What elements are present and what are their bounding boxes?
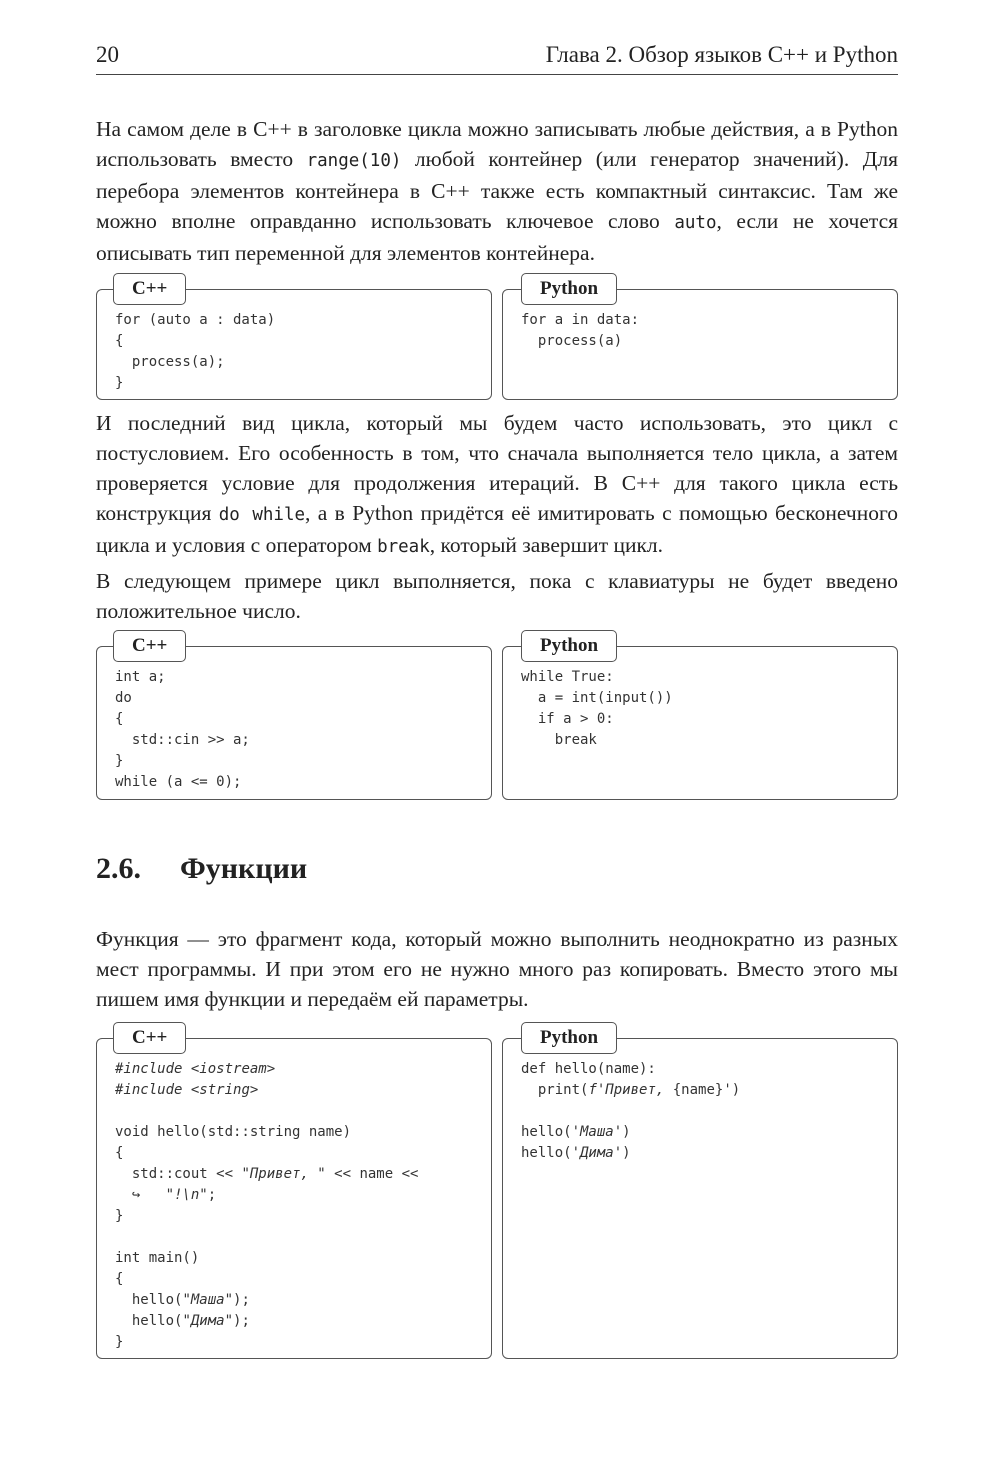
python-label-tab: Python bbox=[521, 630, 617, 662]
paragraph-text: любой контейнер (или генератор значений). Для перебора элементов контейнера в C++ также есть компактный синтаксис. Там же можно вполне оправданно использовать ключевое слово bbox=[96, 147, 898, 233]
section-title: Функции bbox=[180, 852, 308, 885]
cpp-code: #include <iostream> #include <string> void hello(std::string name) { std::cout << "Привет, " << name << ↪ "!\n"; } int main() { hello("Маша"); hello("Дима"); } bbox=[115, 1061, 419, 1350]
cpp-label-tab: C++ bbox=[113, 273, 186, 305]
cpp-code-box-do-while bbox=[96, 635, 492, 800]
python-code-box-foreach bbox=[502, 278, 898, 400]
cpp-label-tab: C++ bbox=[113, 630, 186, 662]
cpp-label-tab: C++ bbox=[113, 1022, 186, 1054]
paragraph-text: , если не хочется описывать тип переменной для элементов контейнера. bbox=[96, 209, 899, 265]
python-label-tab: Python bbox=[521, 1022, 617, 1054]
inline-code: do while bbox=[218, 505, 306, 525]
cpp-code-box-foreach bbox=[96, 278, 492, 400]
section-number: 2.6. bbox=[96, 852, 141, 885]
cpp-code: int a; do { std::cin >> a; } while (a <= 0); bbox=[115, 669, 250, 790]
paragraph-text: И последний вид цикла, который мы будем часто использовать, это цикл с постусловием. Его особенность в том, что сначала выполняется тело цикла, а затем проверяется условие для продолжения итераций. В C++ для такого цикла есть конструкция bbox=[96, 411, 898, 525]
cpp-code: for (auto a : data) { process(a); } bbox=[115, 312, 276, 391]
python-code: for a in data: process(a) bbox=[521, 312, 640, 349]
inline-code: auto bbox=[674, 213, 717, 233]
page-header bbox=[96, 38, 898, 75]
python-code: while True: a = int(input()) if a > 0: break bbox=[521, 669, 673, 748]
cpp-code-box-functions bbox=[96, 1027, 492, 1359]
python-code-box-functions bbox=[502, 1027, 898, 1359]
paragraph-range-container bbox=[96, 114, 898, 268]
inline-code: range(10) bbox=[306, 151, 402, 171]
page-number: 20 bbox=[96, 42, 119, 67]
chapter-title: Глава 2. Обзор языков C++ и Python bbox=[545, 42, 898, 67]
python-code: def hello(name): print(f'Привет, {name}') hello('Маша') hello('Дима') bbox=[521, 1061, 741, 1161]
section-heading bbox=[96, 852, 307, 886]
paragraph-do-while bbox=[96, 408, 898, 562]
paragraph-text: , а в Python придётся её имитировать с помощью бесконечного цикла и условия с оператором bbox=[96, 501, 898, 557]
python-code-box-while-true bbox=[502, 635, 898, 800]
paragraph-text: На самом деле в C++ в заголовке цикла можно записывать любые действия, а в Python использовать вместо bbox=[96, 117, 898, 171]
paragraph-functions: Функция — это фрагмент кода, который можно выполнить неоднократно из разных мест программы. И при этом его не нужно много раз копировать. Вместо этого мы пишем имя функции и передаём ей параметры. bbox=[96, 927, 898, 1011]
inline-code: break bbox=[377, 537, 430, 557]
paragraph-text: , который завершит цикл. bbox=[429, 533, 664, 557]
paragraph-example: В следующем примере цикл выполняется, пока с клавиатуры не будет введено положительное число. bbox=[96, 569, 898, 623]
python-label-tab: Python bbox=[521, 273, 617, 305]
